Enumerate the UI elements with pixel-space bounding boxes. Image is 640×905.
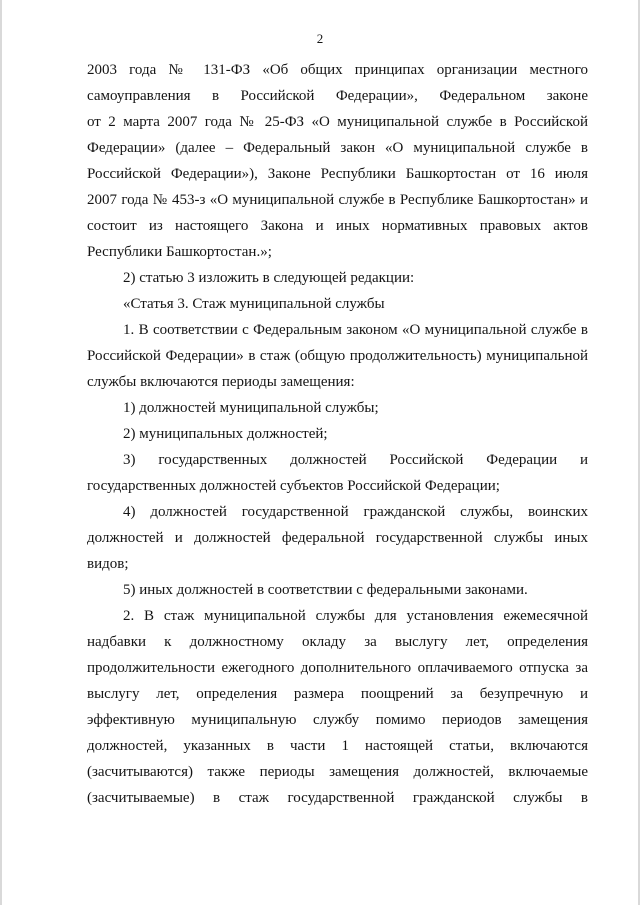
text-line: эффективную муниципальную службу помимо периодов замещения — [87, 712, 588, 728]
text-line: надбавки к должностному окладу за выслугу лет, определения — [87, 634, 588, 650]
list-item: 3) государственных должностей Российской Федерации и — [123, 452, 588, 468]
page-edge-left — [0, 0, 2, 905]
text-line: выслугу лет, определения размера поощрений за безупречную и — [87, 686, 588, 702]
text-line: (засчитываются) также периоды замещения должностей, включаемые — [87, 764, 588, 780]
text-line: от 2 марта 2007 года № 25-ФЗ «О муниципальной службе в Российской — [87, 114, 588, 130]
text-line: Федерации» (далее – Федеральный закон «О муниципальной службе в — [87, 140, 588, 156]
text-line: 2007 года № 453-з «О муниципальной службе в Республике Башкортостан» и — [87, 192, 588, 208]
list-item: 1) должностей муниципальной службы; — [123, 400, 379, 416]
text-line: 2) статью 3 изложить в следующей редакции: — [123, 270, 415, 286]
list-item: 4) должностей государственной гражданской службы, воинских — [123, 504, 588, 520]
page-number: 2 — [316, 31, 324, 46]
text-line: самоуправления в Российской Федерации», Федеральном законе — [87, 88, 588, 104]
text-line: Российской Федерации»), Законе Республики Башкортостан от 16 июля — [87, 166, 588, 182]
text-line: Республики Башкортостан.»; — [87, 244, 272, 260]
list-item: 5) иных должностей в соответствии с федеральными законами. — [123, 582, 528, 598]
text-line: 2. В стаж муниципальной службы для установления ежемесячной — [123, 608, 588, 624]
text-line: Российской Федерации» в стаж (общую продолжительность) муниципальной — [87, 348, 588, 364]
text-line: службы включаются периоды замещения: — [87, 374, 355, 390]
text-line: продолжительности ежегодного дополнительного оплачиваемого отпуска за — [87, 660, 588, 676]
text-line: должностей и должностей федеральной государственной службы иных — [87, 530, 588, 546]
text-line: (засчитываемые) в стаж государственной гражданской службы в — [87, 790, 588, 806]
section-heading: «Статья 3. Стаж муниципальной службы — [123, 296, 385, 312]
text-line: 2003 года № 131-ФЗ «Об общих принципах организации местного — [87, 62, 588, 78]
list-item: 2) муниципальных должностей; — [123, 426, 328, 442]
text-line: состоит из настоящего Закона и иных нормативных правовых актов — [87, 218, 588, 234]
text-line: 1. В соответствии с Федеральным законом «О муниципальной службе в — [123, 322, 588, 338]
text-line: государственных должностей субъектов Российской Федерации; — [87, 478, 500, 494]
text-line: должностей, указанных в части 1 настоящей статьи, включаются — [87, 738, 588, 754]
text-line: видов; — [87, 556, 129, 572]
